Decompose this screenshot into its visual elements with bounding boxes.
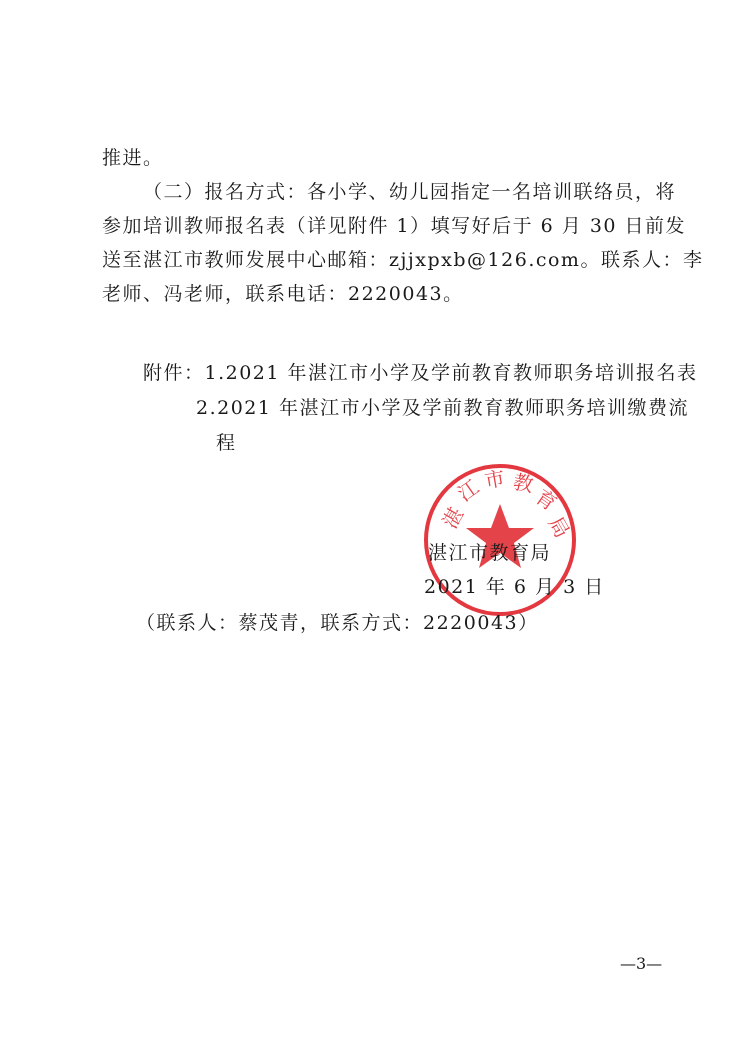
attachment-item-2-continued: 程	[216, 432, 237, 454]
svg-text:江: 江	[453, 474, 484, 507]
svg-text:湛: 湛	[437, 503, 469, 533]
svg-text:育: 育	[531, 484, 562, 516]
body-line-3: 参加培训教师报名表（详见附件 1）填写好后于 6 月 30 日前发	[102, 215, 687, 237]
signature-date: 2021 年 6 月 3 日	[424, 576, 605, 598]
attachment-item-2: 2.2021 年湛江市小学及学前教育教师职务培训缴费流	[196, 397, 690, 419]
page-number: —3—	[620, 954, 663, 973]
body-line-4: 送至湛江市教师发展中心邮箱：zjjxpxb@126.com。联系人：李	[102, 249, 704, 271]
attachment-item-1: 附件：1.2021 年湛江市小学及学前教育教师职务培训报名表	[143, 362, 698, 384]
body-line-2: （二）报名方式：各小学、幼儿园指定一名培训联络员，将	[143, 181, 677, 203]
svg-text:局: 局	[543, 512, 575, 542]
svg-text:教: 教	[510, 469, 536, 498]
signature-organization: 湛江市教育局	[428, 542, 552, 564]
svg-text:市: 市	[482, 465, 507, 493]
body-line-1: 推进。	[102, 147, 164, 169]
body-line-5: 老师、冯老师，联系电话：2220043。	[102, 283, 464, 305]
contact-info: （联系人：蔡茂青，联系方式：2220043）	[136, 612, 539, 634]
